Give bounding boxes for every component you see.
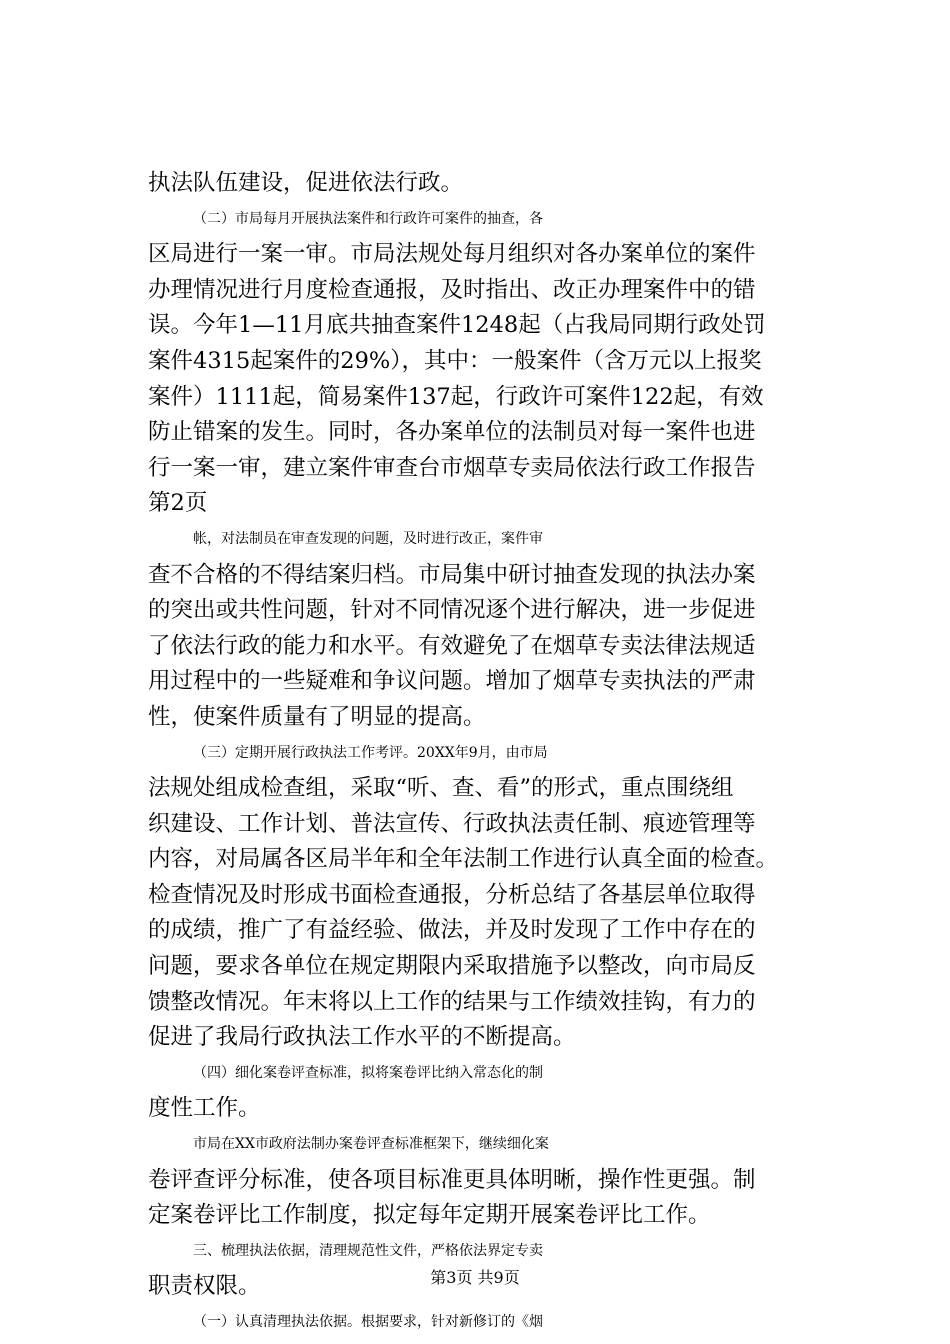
text-line: 帐，对法制员在审查发现的问题，及时进行改正，案件审 <box>193 530 543 547</box>
text-line: 防止错案的发生。同时，各办案单位的法制员对每一案件也进 <box>148 419 756 446</box>
text-line: （四）细化案卷评查标准，拟将案卷评比纳入常态化的制 <box>193 1064 543 1081</box>
text-line: （一）认真清理执法依据。根据要求，针对新修订的《烟 <box>193 1314 543 1330</box>
text-line: 的突出或共性问题，针对不同情况逐个进行解决，进一步促进 <box>148 597 756 624</box>
text-line: 问题，要求各单位在规定期限内采取措施予以整改，向市局反 <box>148 953 756 980</box>
text-line: 性，使案件质量有了明显的提高。 <box>148 703 486 730</box>
text-line: （三）定期开展行政执法工作考评。20XX年9月，由市局 <box>193 744 548 761</box>
text-line: 案件4315起案件的29%），其中：一般案件（含万元以上报奖 <box>148 347 762 374</box>
text-line: 内容，对局属各区局半年和全年法制工作进行认真全面的检查。 <box>148 846 779 873</box>
text-line: 职责权限。 <box>148 1273 261 1300</box>
text-line: 案件）1111起，简易案件137起，行政许可案件122起，有效 <box>148 383 764 410</box>
text-line: 织建设、工作计划、普法宣传、行政执法责任制、痕迹管理等 <box>148 810 756 837</box>
text-line: 了依法行政的能力和水平。有效避免了在烟草专卖法律法规适 <box>148 632 756 659</box>
text-line: 三、梳理执法依据，清理规范性文件，严格依法界定专卖 <box>193 1242 543 1259</box>
text-line: 用过程中的一些疑难和争议问题。增加了烟草专卖执法的严肃 <box>148 668 756 695</box>
page-footer: 第3页 共9页 <box>430 1268 520 1287</box>
text-line: 查不合格的不得结案归档。市局集中研讨抽查发现的执法办案 <box>148 561 756 588</box>
text-line: 馈整改情况。年末将以上工作的结果与工作绩效挂钩，有力的 <box>148 988 756 1015</box>
text-line: 法规处组成检查组，采取“听、查、看”的形式，重点围绕组 <box>148 775 734 802</box>
text-line: 市局在XX市政府法制办案卷评查标准框架下，继续细化案 <box>193 1136 549 1153</box>
text-line: 误。今年1—11月底共抽查案件1248起（占我局同期行政处罚 <box>148 312 766 339</box>
document-body <box>148 166 848 1341</box>
text-line: 第2页 <box>148 490 208 517</box>
text-line: 执法队伍建设，促进依法行政。 <box>148 170 464 196</box>
text-line: （二）市局每月开展执法案件和行政许可案件的抽查，各 <box>193 210 543 227</box>
text-line: 的成绩，推广了有益经验、做法，并及时发现了工作中存在的 <box>148 917 756 944</box>
text-line: 度性工作。 <box>148 1095 261 1122</box>
text-line: 行一案一审，建立案件审查台市烟草专卖局依法行政工作报告 <box>148 454 756 481</box>
text-line: 定案卷评比工作制度，拟定每年定期开展案卷评比工作。 <box>148 1202 711 1229</box>
text-line: 卷评查评分标准，使各项目标准更具体明晰，操作性更强。制 <box>148 1166 756 1193</box>
text-line: 区局进行一案一审。市局法规处每月组织对各办案单位的案件 <box>148 241 756 268</box>
text-line: 办理情况进行月度检查通报，及时指出、改正办理案件中的错 <box>148 276 756 303</box>
text-line: 促进了我局行政执法工作水平的不断提高。 <box>148 1024 576 1051</box>
text-line: 检查情况及时形成书面检查通报，分析总结了各基层单位取得 <box>148 881 756 908</box>
